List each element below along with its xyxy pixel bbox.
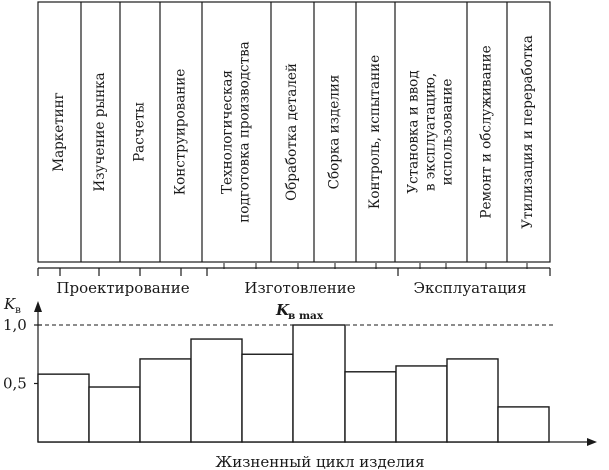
phase-label: Изготовление: [244, 279, 356, 297]
max-annotation-subscript: в max: [288, 310, 324, 322]
y-tick-label: 0,5: [3, 374, 27, 393]
bar: [396, 366, 447, 442]
stage-label: Утилизация и переработка: [520, 35, 536, 229]
stage-label: Конструирование: [172, 68, 189, 196]
stage-label: Ремонт и обслуживание: [478, 45, 495, 219]
x-axis-arrow: [587, 438, 597, 446]
phase-bracket: [38, 263, 550, 297]
bar: [447, 359, 498, 442]
stage-label: в эксплуатацию,: [422, 72, 439, 192]
y-axis-label: K: [4, 295, 16, 313]
y-axis-arrow: [34, 301, 42, 312]
stage-label: использование: [439, 78, 456, 186]
bar: [498, 407, 549, 442]
stage-label: подготовка производства: [236, 41, 253, 223]
stage-table: [38, 2, 550, 262]
bar: [345, 372, 396, 442]
y-tick-label: 1,0: [3, 316, 27, 334]
stage-label: Технологическая: [219, 70, 236, 194]
stage-label: Установка и ввод: [405, 70, 422, 194]
bar: [38, 374, 89, 442]
max-annotation: K: [276, 301, 290, 319]
y-axis-label-subscript: в: [15, 304, 21, 316]
bar: [242, 354, 293, 442]
bar: [293, 325, 345, 442]
x-axis-label: Жизненный цикл изделия: [215, 453, 425, 470]
bar: [140, 359, 191, 442]
chart: [3, 295, 597, 470]
stage-label: Маркетинг: [51, 92, 67, 172]
stage-label: Сборка изделия: [326, 74, 343, 190]
stage-label: Контроль, испытание: [367, 54, 383, 210]
bar: [89, 387, 140, 442]
stage-label: Изучение рынка: [92, 72, 108, 192]
phase-label: Проектирование: [56, 279, 190, 297]
stage-label: Обработка деталей: [284, 63, 300, 201]
bar: [191, 339, 242, 442]
phase-label: Эксплуатация: [413, 279, 527, 297]
stage-label: Расчеты: [131, 102, 148, 162]
